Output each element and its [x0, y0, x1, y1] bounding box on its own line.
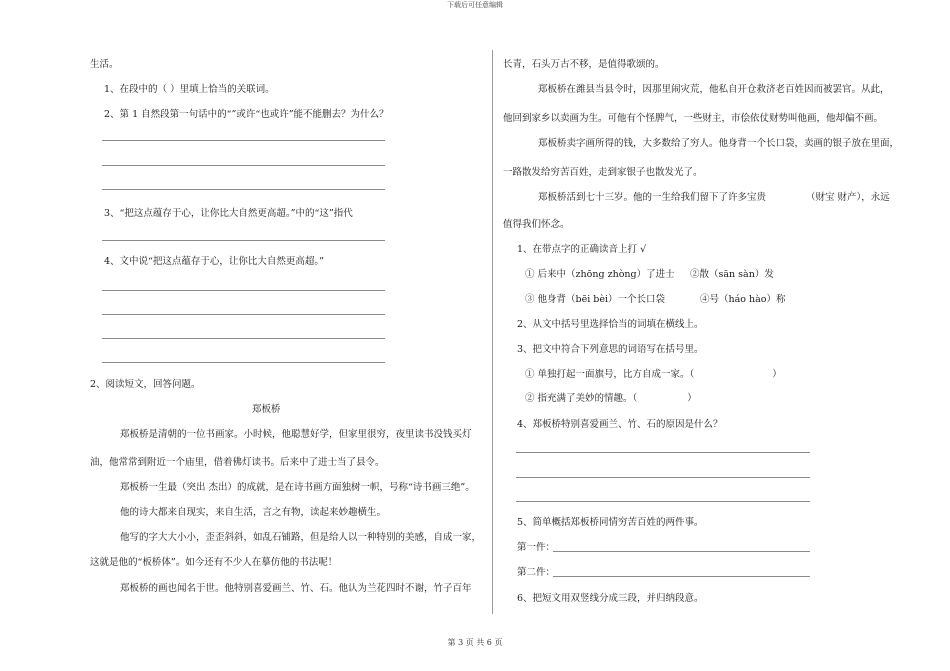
answer-line[interactable]	[102, 140, 385, 141]
pinyin-choice[interactable]: ③ 他身背（bēi bèi）一个长口袋	[525, 294, 666, 305]
answer-line[interactable]	[516, 452, 810, 453]
pinyin-choice[interactable]: ① 后来中（zhōng zhòng）了进士	[525, 269, 675, 280]
definition-text: ① 单独打起一面旗号，比方自成一家。（	[525, 369, 695, 380]
close-paren: ）	[772, 369, 782, 380]
passage-paragraph: 长青，石头万古不移，是值得歌颂的。	[503, 59, 665, 70]
answer-line[interactable]	[102, 189, 385, 190]
answer-line[interactable]	[516, 477, 810, 478]
passage-paragraph: 郑板桥是清朝的一位书画家。小时候，他聪慧好学，但家里很穷，夜里读书没钱买灯	[120, 429, 472, 440]
left-question-1: 1、在段中的（ ）里填上恰当的关联词。	[104, 84, 275, 95]
passage-paragraph	[538, 192, 890, 204]
passage-paragraph: 油，他常常到附近一个庙里，借着佛灯读书。后来中了进士当了县令。	[90, 457, 385, 468]
definition-item	[525, 393, 697, 405]
word-choice: （财宝 财产），永远	[806, 192, 890, 203]
passage-paragraph: 郑板桥一生最（突出 杰出）的成就，是在诗书画方面独树一帜，号称“诗书画三绝”。	[120, 482, 475, 493]
right-question-4: 4、郑板桥特别喜爱画兰、竹、石的原因是什么？	[517, 419, 723, 430]
intro-text: 生活。	[90, 59, 119, 70]
left-question-3: 3、“把这点蕴存于心，让你比大自然更高超。”中的“这”指代	[104, 208, 353, 219]
answer-line[interactable]	[102, 240, 385, 241]
passage-paragraph: 郑板桥在潍县当县令时，因那里闹灾荒，他私自开仓救济老百姓因而被罢官。从此，	[538, 84, 890, 95]
right-question-3: 3、把文中符合下列意思的词语写在括号里。	[517, 344, 704, 355]
definition-text: ② 指充满了美妙的情趣。（	[525, 393, 638, 404]
passage-paragraph: 值得我们怀念。	[503, 219, 570, 230]
right-question-1: 1、在带点字的正确读音上打 √	[517, 244, 647, 255]
left-question-2: 2、第 1 自然段第一句话中的“”或许“也或许”能不能删去？为什么？	[104, 109, 389, 120]
passage-paragraph: 这就是他的“板桥体”。如今还有不少人在摹仿他的书法呢！	[90, 557, 338, 568]
answer-line[interactable]	[553, 551, 810, 552]
left-question-4: 4、文中说“把这点蕴存于心，让你比大自然更高超。”	[104, 256, 325, 267]
page-footer: 第 3 页 共 6 页	[447, 638, 503, 647]
passage-paragraph: 他写的字大大小小，歪歪斜斜，如乱石铺路，但是给人以一种特别的美感，自成一家，	[120, 532, 482, 543]
passage-title: 郑板桥	[252, 404, 281, 415]
answer-line[interactable]	[102, 338, 385, 339]
passage-paragraph: 郑板桥的画也闻名于世。他特别喜爱画兰、竹、石。他认为兰花四时不谢，竹子百年	[120, 583, 472, 594]
pinyin-choice[interactable]: ④号（háo hào）称	[700, 294, 786, 305]
answer-line[interactable]	[516, 501, 810, 502]
passage-paragraph: 郑板桥卖字画所得的钱，大多数给了穷人。他身背一个长口袋，卖画的银子放在里面，	[538, 138, 900, 149]
right-question-5: 5、简单概括郑板桥同情穷苦百姓的两件事。	[517, 517, 704, 528]
answer-line[interactable]	[102, 290, 385, 291]
definition-item	[525, 369, 782, 381]
answer-line[interactable]	[553, 576, 810, 577]
page-header: 下载后可任意编辑	[447, 1, 503, 9]
answer-line[interactable]	[102, 362, 385, 363]
pinyin-choice[interactable]: ②散（sān sàn）发	[690, 269, 774, 280]
passage-paragraph: 一路散发给穷苦百姓，走到家银子也散发光了。	[503, 167, 703, 178]
q5-first-label: 第一件：	[517, 542, 556, 553]
close-paren: ）	[687, 393, 697, 404]
answer-line[interactable]	[102, 165, 385, 166]
paragraph-text: 郑板桥活到七十三岁。他的一生给我们留下了许多宝贵	[538, 192, 767, 203]
section-2-heading: 2、阅读短文，回答问题。	[90, 379, 201, 390]
column-divider	[492, 50, 493, 614]
answer-line[interactable]	[102, 314, 385, 315]
right-question-2: 2、从文中括号里选择恰当的词填在横线上。	[517, 319, 704, 330]
q5-second-label: 第二件：	[517, 567, 556, 578]
passage-paragraph: 他回到家乡以卖画为生。可他有个怪脾气，一些财主，市侩依仗财势叫他画，他却偏不画。	[503, 113, 884, 124]
right-question-6: 6、把短文用双竖线分成三段，并归纳段意。	[517, 593, 704, 604]
passage-paragraph: 他的诗大都来自现实，来自生活，言之有物，读起来妙趣横生。	[120, 507, 387, 518]
